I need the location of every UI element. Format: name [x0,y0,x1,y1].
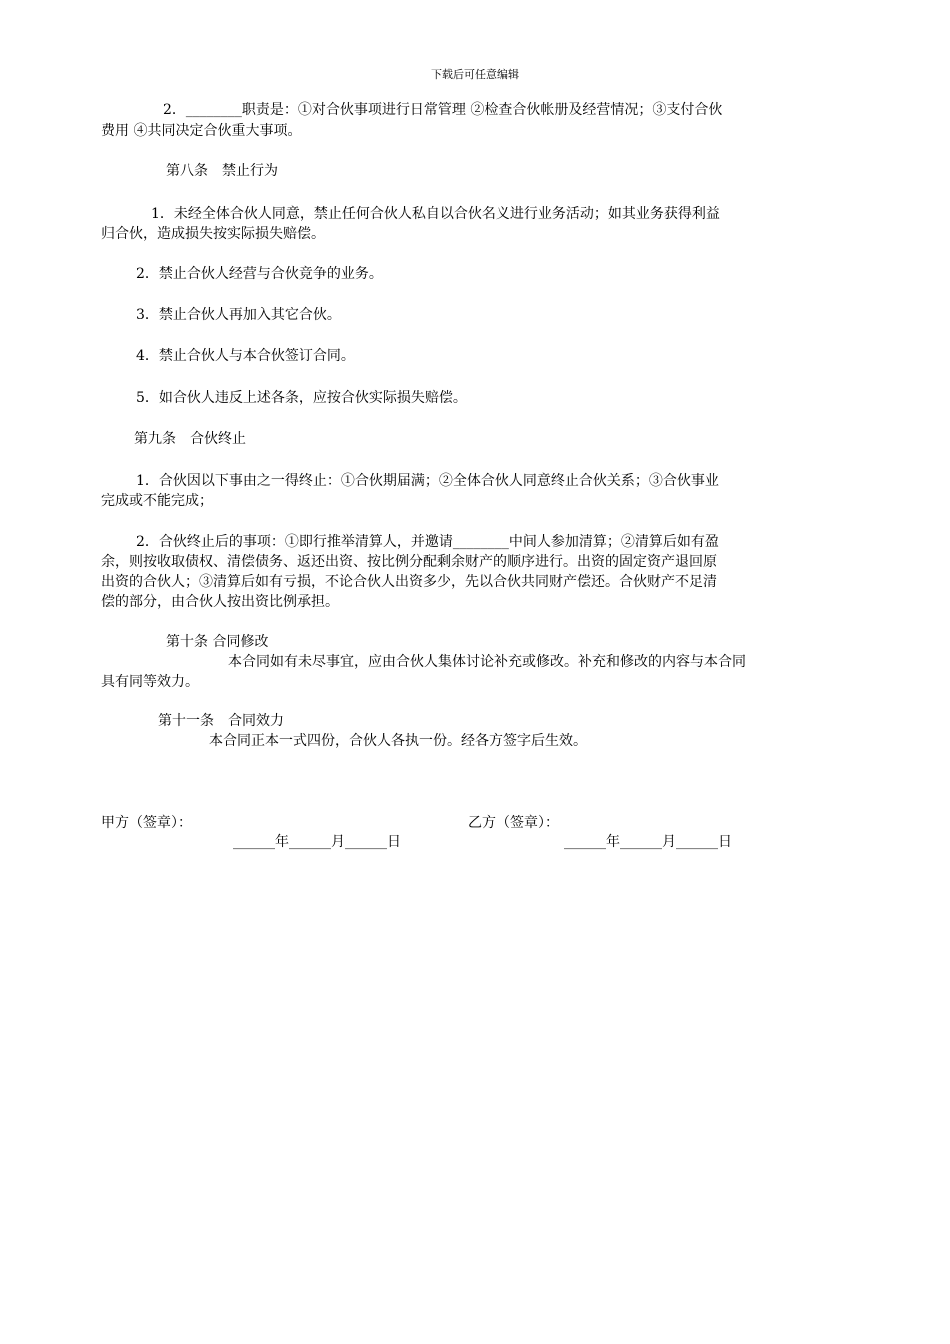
item-2-line-1: 2．________职责是：①对合伙事项进行日常管理 ②检查合伙帐册及经营情况；③支付合伙 [163,102,723,118]
party-a-signature-label: 甲方（签章）： [101,815,192,831]
article-9-item-2-line-2: 余，则按收取债权、清偿债务、返还出资、按比例分配剩余财产的顺序进行。出资的固定资产退回原 [101,554,717,570]
article-11-body: 本合同正本一式四份，合伙人各执一份。经各方签字后生效。 [209,733,587,749]
article-9-item-2-line-3: 出资的合伙人；③清算后如有亏损，不论合伙人出资多少，先以合伙共同财产偿还。合伙财产不足清 [101,574,717,590]
article-9-item-2-line-1: 2．合伙终止后的事项：①即行推举清算人，并邀请________中间人参加清算；②清算后如有盈 [136,534,719,550]
party-a-date: ______年______月______日 [233,834,401,850]
article-8-item-1-line-1: 1．未经全体合伙人同意，禁止任何合伙人私自以合伙名义进行业务活动；如其业务获得利益 [151,206,720,222]
article-10-title: 第十条 合同修改 [166,634,269,650]
article-8-title: 第八条 禁止行为 [166,163,278,179]
article-8-item-1-line-2: 归合伙，造成损失按实际损失赔偿。 [101,226,325,242]
article-8-item-5: 5．如合伙人违反上述各条，应按合伙实际损失赔偿。 [136,390,467,406]
article-8-item-4: 4．禁止合伙人与本合伙签订合同。 [136,348,355,364]
article-10-body-line-1: 本合同如有未尽事宜，应由合伙人集体讨论补充或修改。补充和修改的内容与本合同 [228,654,746,670]
article-8-item-3: 3．禁止合伙人再加入其它合伙。 [136,307,341,323]
party-b-date: ______年______月______日 [564,834,732,850]
article-9-item-1-line-2: 完成或不能完成； [101,493,213,509]
article-9-item-1-line-1: 1．合伙因以下事由之一得终止：①合伙期届满；②全体合伙人同意终止合伙关系；③合伙事业 [136,473,719,489]
article-10-body-line-2: 具有同等效力。 [101,674,199,690]
article-9-title: 第九条 合伙终止 [134,431,246,447]
article-11-title: 第十一条 合同效力 [158,713,284,729]
party-b-signature-label: 乙方（签章）： [468,815,559,831]
page-header: 下载后可任意编辑 [431,68,519,81]
item-2-line-2: 费用 ④共同决定合伙重大事项。 [101,123,302,139]
article-9-item-2-line-4: 偿的部分，由合伙人按出资比例承担。 [101,594,339,610]
article-8-item-2: 2．禁止合伙人经营与合伙竞争的业务。 [136,266,383,282]
